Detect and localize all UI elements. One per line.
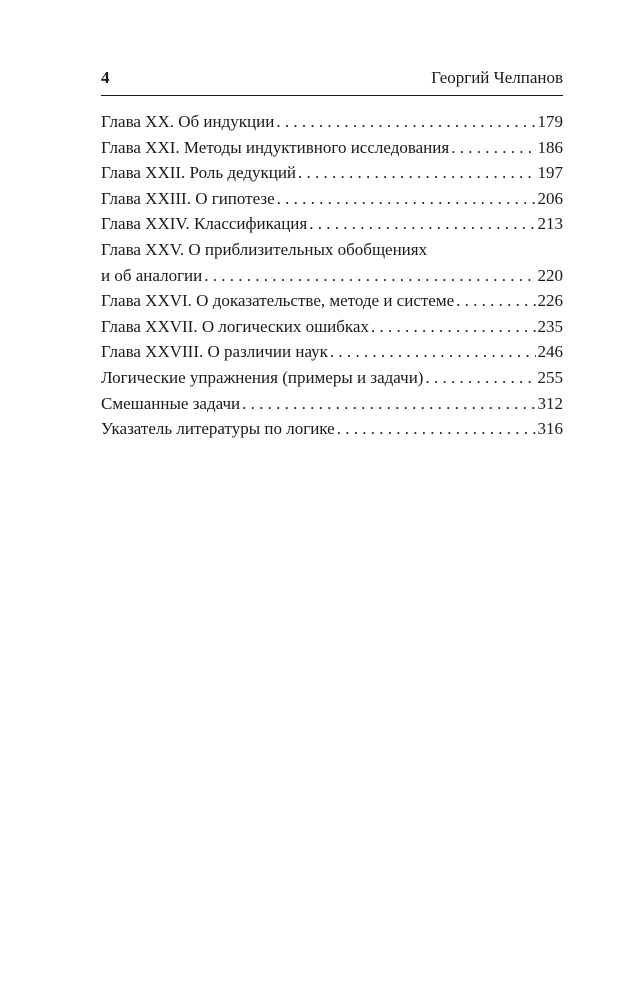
toc-entry-title: Указатель литературы по логике xyxy=(101,419,335,439)
toc-entry-page: 312 xyxy=(537,393,563,413)
toc-entry xyxy=(101,288,563,314)
toc-leader-dots xyxy=(371,314,536,340)
toc-leader-dots xyxy=(337,416,536,442)
toc-entry xyxy=(101,314,563,340)
toc-entry xyxy=(101,109,563,135)
toc-entry-page: 316 xyxy=(537,419,563,439)
toc-leader-dots xyxy=(276,109,535,135)
running-header xyxy=(101,68,563,96)
table-of-contents xyxy=(101,109,563,442)
toc-leader-dots xyxy=(242,391,535,417)
toc-entry-page: 206 xyxy=(537,188,563,208)
toc-leader-dots xyxy=(456,288,535,314)
toc-leader-dots xyxy=(298,160,535,186)
toc-leader-dots xyxy=(309,211,535,237)
toc-entry-page: 213 xyxy=(537,214,563,234)
toc-entry-title: Смешанные задачи xyxy=(101,393,241,413)
toc-entry-title-continued: и об аналогии xyxy=(101,265,203,285)
toc-entry-page: 226 xyxy=(537,291,563,311)
toc-entry-page: 179 xyxy=(537,112,563,131)
toc-entry xyxy=(101,237,563,288)
toc-entry xyxy=(101,339,563,365)
toc-entry-title: Глава XXII. Роль дедукций xyxy=(101,163,297,183)
toc-entry xyxy=(101,391,563,417)
toc-leader-dots xyxy=(425,365,535,391)
toc-entry xyxy=(101,211,563,237)
toc-entry-title: Глава XXV. О приблизительных обобщениях xyxy=(101,239,428,259)
toc-entry-title: Глава XX. Об индукции xyxy=(101,112,275,131)
toc-entry-page: 255 xyxy=(537,367,563,387)
toc-entry-page: 220 xyxy=(537,265,563,285)
toc-entry xyxy=(101,416,563,442)
toc-entry xyxy=(101,135,563,161)
toc-entry-title: Логические упражнения (примеры и задачи) xyxy=(101,367,424,387)
toc-entry-title: Глава XXI. Методы индуктивного исследования xyxy=(101,137,450,157)
toc-entry-title: Глава XXIII. О гипотезе xyxy=(101,188,275,208)
toc-entry-page: 246 xyxy=(537,342,563,362)
toc-entry xyxy=(101,186,563,212)
toc-leader-dots xyxy=(451,135,535,161)
toc-entry xyxy=(101,365,563,391)
running-header-author: Георгий Челпанов xyxy=(431,68,563,87)
toc-entry-title: Глава XXVI. О доказательстве, методе и системе xyxy=(101,291,455,311)
toc-entry xyxy=(101,160,563,186)
page-number: 4 xyxy=(101,68,110,87)
book-page xyxy=(101,68,563,442)
toc-entry-page: 235 xyxy=(537,316,563,336)
toc-entry-page: 186 xyxy=(537,137,563,157)
toc-entry-title: Глава XXIV. Классификация xyxy=(101,214,308,234)
toc-entry-title: Глава XXVII. О логических ошибках xyxy=(101,316,369,336)
toc-entry-title: Глава XXVIII. О различии наук xyxy=(101,342,328,362)
toc-leader-dots xyxy=(330,339,536,365)
toc-leader-dots xyxy=(277,186,536,212)
toc-entry-page: 197 xyxy=(537,163,563,183)
toc-leader-dots xyxy=(204,263,535,289)
